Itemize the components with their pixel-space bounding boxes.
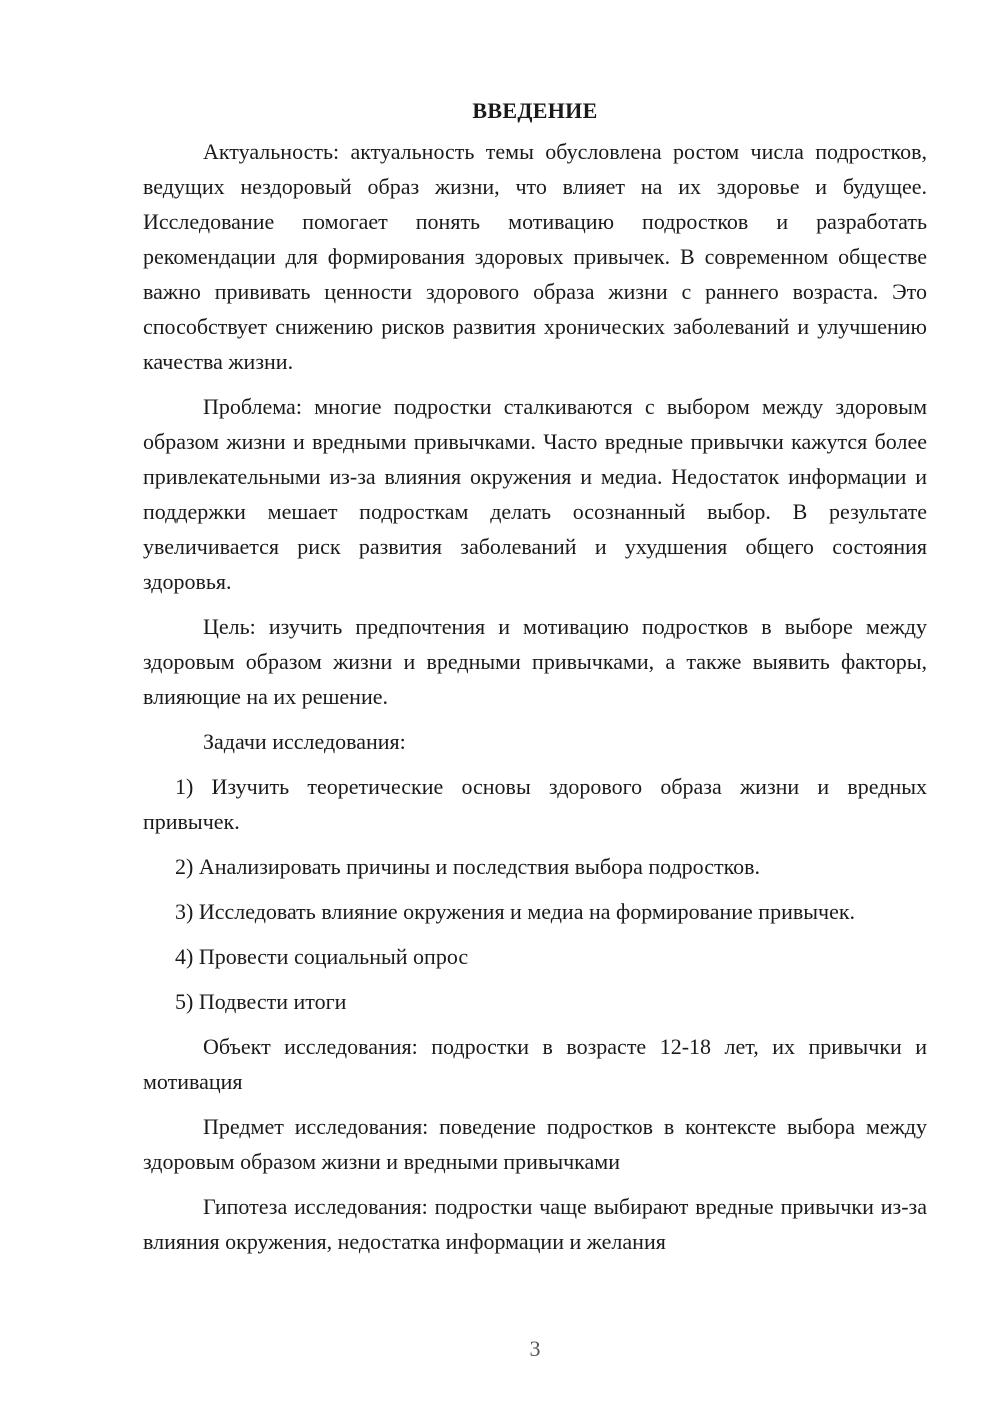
section-heading: ВВЕДЕНИЕ: [472, 98, 598, 123]
page-number: 3: [529, 1336, 541, 1361]
page-content: [143, 93, 927, 1269]
problem-paragraph: Проблема: многие подростки сталкиваются с выбором между здоровым образом жизни и вредными привычками. Часто вредные привычки кажутся более привлекательными из-за влияния окружения и медиа. Недостаток информации и поддержки мешает подросткам делать осознанный выбор. В результате увеличивается риск развития заболеваний и ухудшения общего состояния здоровья.: [143, 394, 927, 594]
task-item-3: 3) Исследовать влияние окружения и медиа на формирование привычек.: [175, 899, 856, 924]
task-item-5: 5) Подвести итоги: [175, 989, 347, 1014]
subject-paragraph: Предмет исследования: поведение подростков в контексте выбора между здоровым образом жизни и вредными привычками: [143, 1114, 927, 1174]
task-item-1: 1) Изучить теоретические основы здорового образа жизни и вредных привычек.: [143, 774, 927, 834]
tasks-list: [143, 769, 927, 1019]
relevance-paragraph: Актуальность: актуальность темы обусловлена ростом числа подростков, ведущих нездоровый образ жизни, что влияет на их здоровье и будущее. Исследование помогает понять мотивацию подростков и разработать рекомендации для формирования здоровых привычек. В современном обществе важно прививать ценности здорового образа жизни с раннего возраста. Это способствует снижению рисков развития хронических заболеваний и улучшению качества жизни.: [143, 139, 927, 374]
hypothesis-paragraph: Гипотеза исследования: подростки чаще выбирают вредные привычки из-за влияния окружения, недостатка информации и желания: [143, 1194, 927, 1254]
tasks-intro: Задачи исследования:: [203, 729, 406, 754]
object-paragraph: Объект исследования: подростки в возрасте 12-18 лет, их привычки и мотивация: [143, 1034, 927, 1094]
task-item-4: 4) Провести социальный опрос: [175, 944, 469, 969]
task-item-2: 2) Анализировать причины и последствия выбора подростков.: [175, 854, 761, 879]
goal-paragraph: Цель: изучить предпочтения и мотивацию подростков в выборе между здоровым образом жизни и вредными привычками, а также выявить факторы, влияющие на их решение.: [143, 614, 927, 709]
